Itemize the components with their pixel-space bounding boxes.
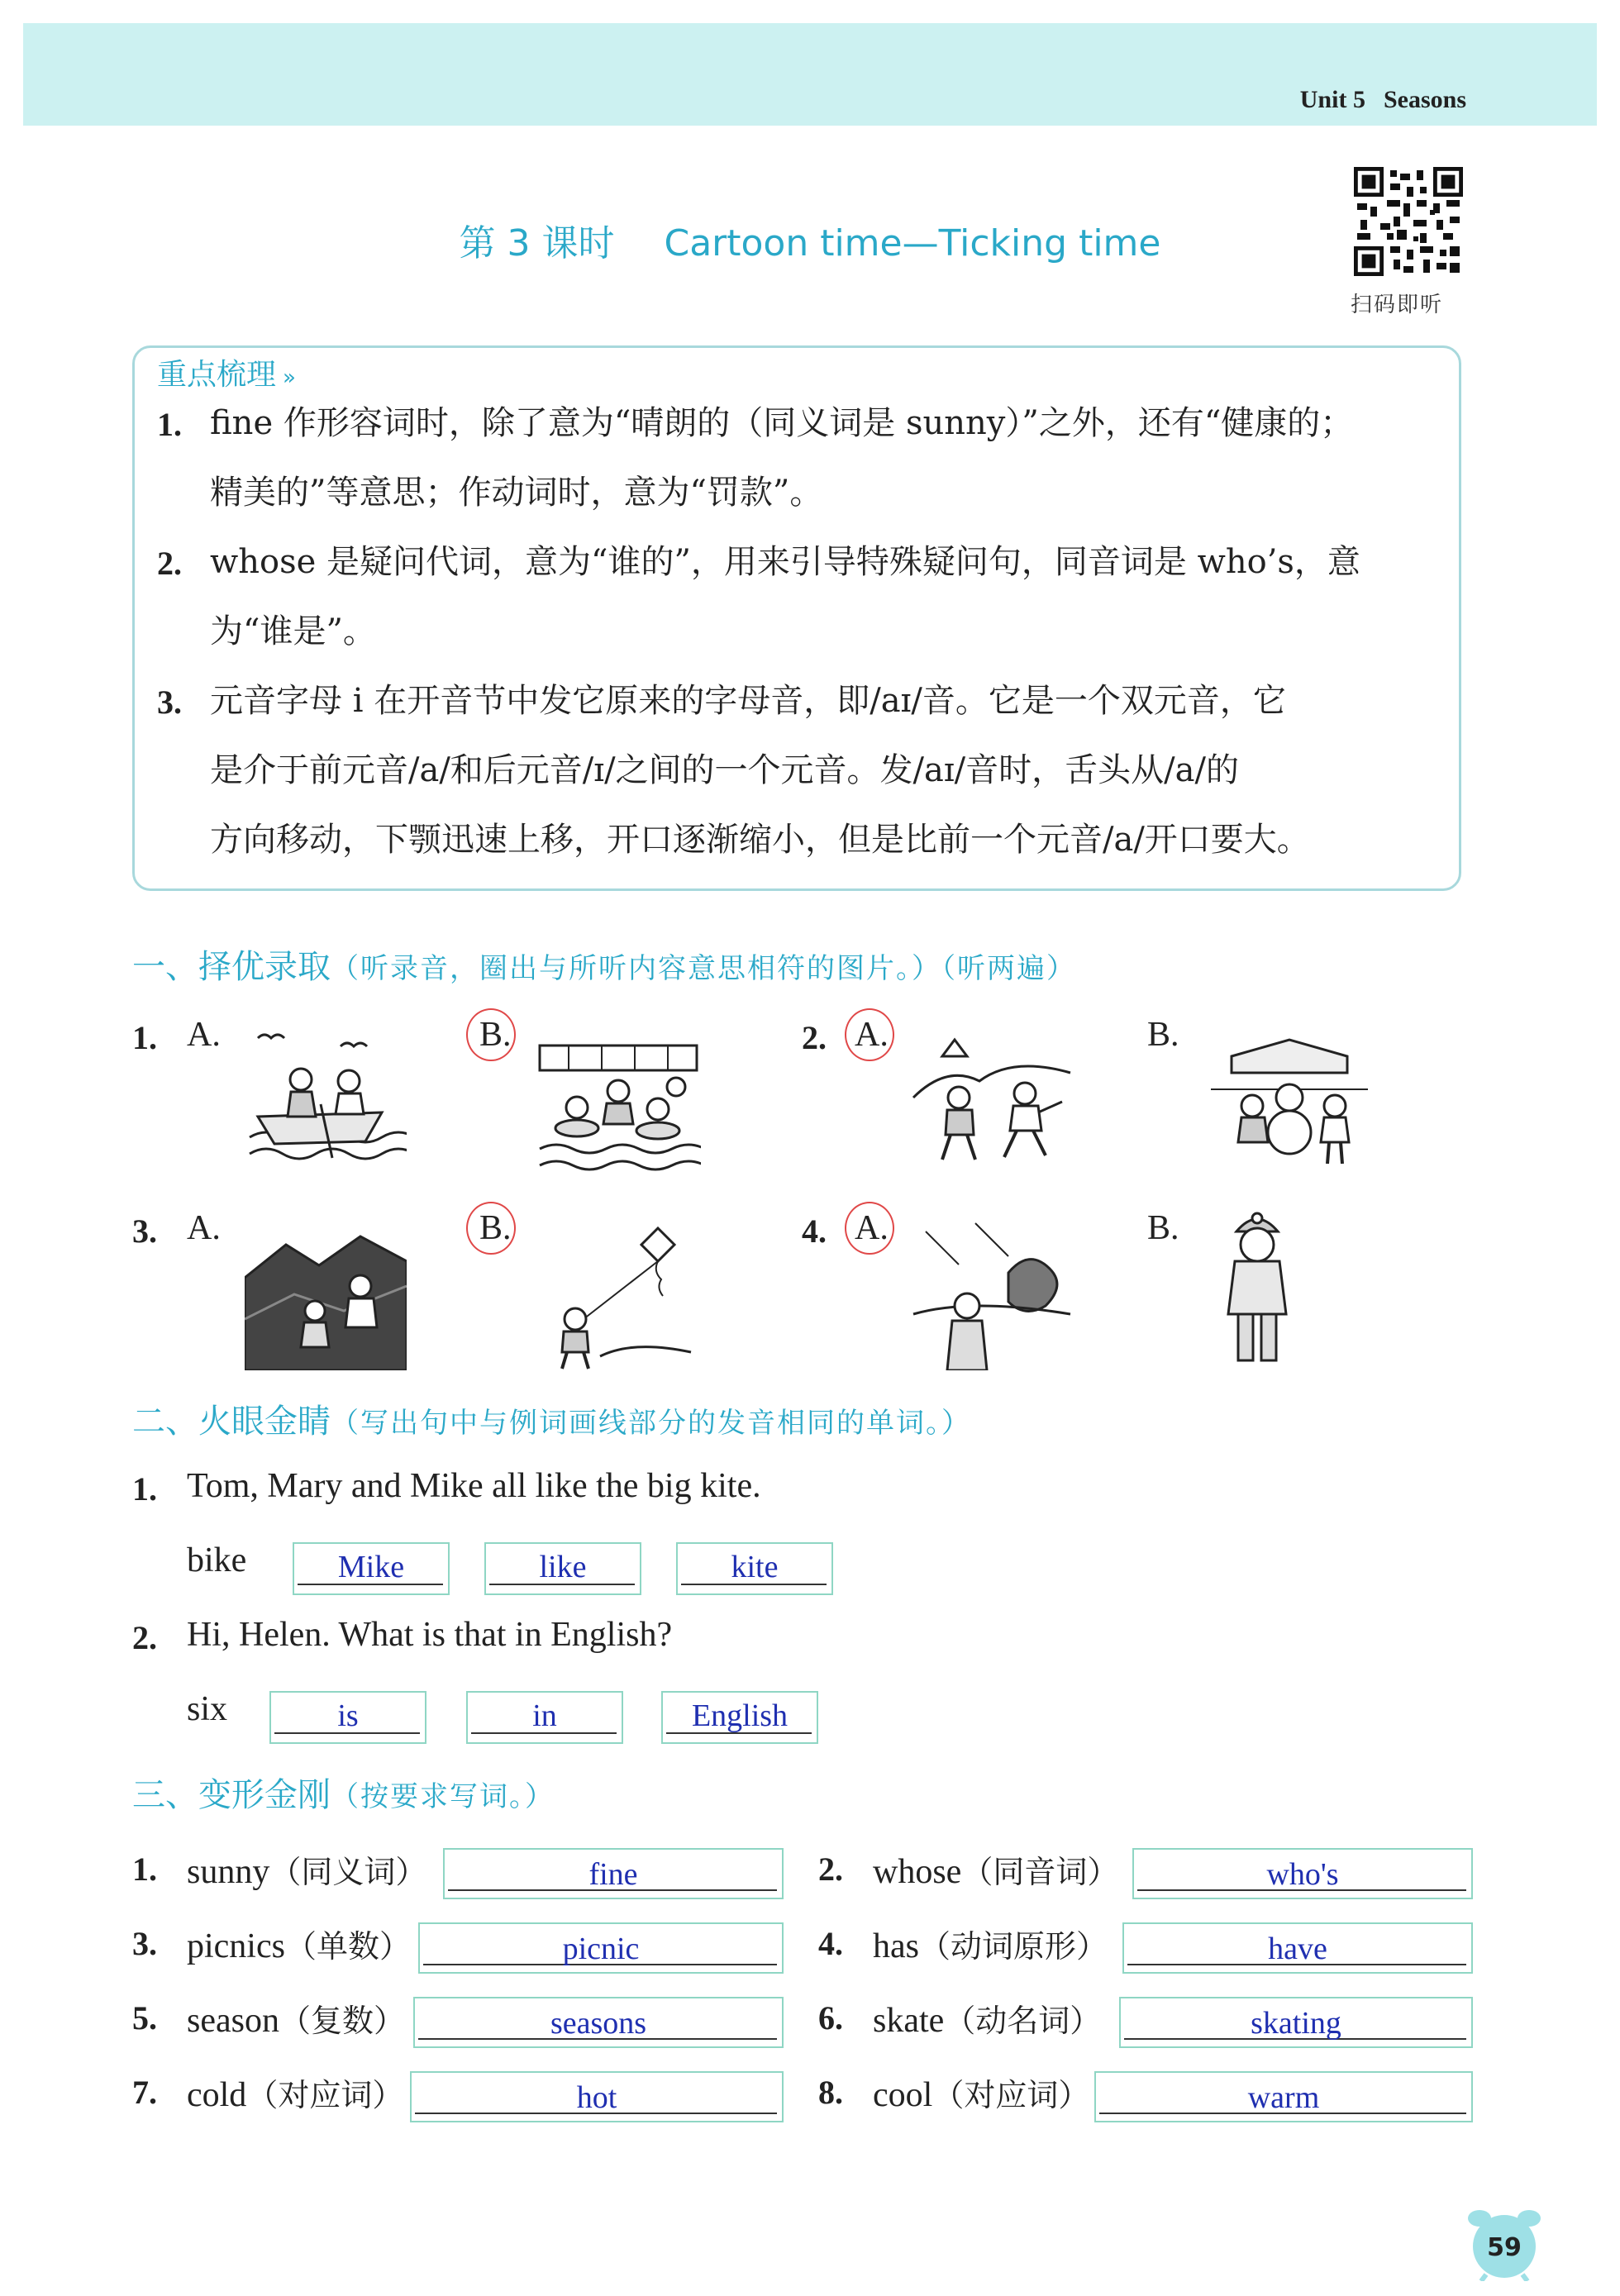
- qr-caption: 扫码即听: [1351, 293, 1444, 317]
- page-number-badge: [1461, 2205, 1547, 2281]
- transform-word-text: season: [187, 2002, 279, 2040]
- section1-instruction: （听录音，圈出与所听内容意思相符的图片。）（听两遍）: [331, 952, 1076, 985]
- transform-word-text: cool: [873, 2076, 933, 2114]
- section2-instruction: （写出句中与例词画线部分的发音相同的单词。）: [331, 1407, 971, 1440]
- transform-word: [873, 1921, 1108, 1966]
- answer-text: in: [532, 1698, 557, 1733]
- answer-circle: [466, 1008, 516, 1061]
- transform-word: [187, 1995, 405, 2041]
- question-number: 8.: [818, 2074, 843, 2111]
- question-number: 4.: [802, 1212, 827, 1250]
- winter-clothes-boy-picture[interactable]: [1212, 1207, 1303, 1372]
- answer-text: fine: [588, 1857, 638, 1892]
- option-a-label[interactable]: A.: [855, 1016, 889, 1054]
- key-point-line: whose 是疑问代词，意为“谁的”，用来引导特殊疑问句，同音词是 who’s，意: [210, 543, 1360, 581]
- answer-text: seasons: [550, 2006, 647, 2041]
- page-number: 59: [1487, 2233, 1522, 2262]
- answer-text: who's: [1266, 1857, 1339, 1892]
- unit-label: [1300, 86, 1466, 114]
- question-number: 7.: [132, 2074, 157, 2111]
- windy-day-picture[interactable]: [909, 1215, 1074, 1370]
- transform-word-text: sunny: [187, 1853, 270, 1891]
- unit-title: Seasons: [1383, 86, 1466, 113]
- question-number: 1.: [132, 1851, 157, 1888]
- transform-word: [873, 2070, 1089, 2115]
- hiking-picture[interactable]: [245, 1228, 407, 1370]
- question-number: 1.: [132, 1470, 157, 1508]
- swimming-pool-picture[interactable]: [536, 1041, 701, 1174]
- transform-word-text: skate: [873, 2002, 945, 2040]
- section3-title: 三、变形金刚: [132, 1776, 331, 1814]
- transform-requirement: （复数）: [279, 2003, 405, 2039]
- key-point-line: 精美的”等意思；作动词时，意为“罚款”。: [210, 474, 823, 512]
- option-a-label[interactable]: A.: [187, 1209, 221, 1247]
- question-number: 2.: [802, 1019, 827, 1056]
- option-b-label[interactable]: B.: [1147, 1016, 1179, 1054]
- key-point-line: fine 作形容词时，除了意为“晴朗的（同义词是 sunny）”之外，还有“健康的；: [210, 404, 1354, 442]
- example-word: six: [187, 1690, 228, 1728]
- qr-code-icon[interactable]: [1354, 167, 1463, 276]
- transform-word-text: has: [873, 1927, 919, 1965]
- key-point-number: 1.: [157, 406, 182, 443]
- transform-requirement: （同义词）: [269, 1854, 427, 1890]
- transform-requirement: （对应词）: [246, 2077, 404, 2113]
- transform-word-text: whose: [873, 1853, 962, 1891]
- question-number: 4.: [818, 1925, 843, 1962]
- transform-requirement: （动名词）: [944, 2003, 1102, 2039]
- question-number: 3.: [132, 1212, 157, 1250]
- option-a-label[interactable]: A.: [855, 1209, 889, 1247]
- key-point-number: 2.: [157, 545, 182, 582]
- transform-requirement: （动词原形）: [919, 1928, 1108, 1965]
- answer-circle: [845, 1008, 894, 1061]
- question-number: 5.: [132, 1999, 157, 2036]
- answer-text: skating: [1251, 2006, 1341, 2041]
- option-a-label[interactable]: A.: [187, 1016, 221, 1054]
- section1-heading: [132, 941, 1076, 988]
- answer-text: like: [539, 1550, 587, 1584]
- key-point-line: 方向移动，下颚迅速上移，开口逐渐缩小，但是比前一个元音/a/开口要大。: [210, 821, 1310, 859]
- transform-word: [187, 1846, 426, 1892]
- transform-requirement: （单数）: [284, 1928, 411, 1965]
- answer-text: Mike: [337, 1550, 405, 1584]
- key-point-line: 元音字母 i 在开音节中发它原来的字母音，即/aɪ/音。它是一个双元音，它: [210, 682, 1286, 720]
- key-points-title-text: 重点梳理: [157, 358, 277, 392]
- transform-word-text: cold: [187, 2076, 247, 2114]
- transform-word: [873, 1846, 1118, 1892]
- option-b-label[interactable]: B.: [479, 1016, 512, 1054]
- question-number: 2.: [132, 1619, 157, 1656]
- question-number: 2.: [818, 1851, 843, 1888]
- key-point-line: 为“谁是”。: [210, 612, 376, 650]
- transform-requirement: （同音词）: [961, 1854, 1119, 1890]
- option-b-label[interactable]: B.: [1147, 1209, 1179, 1247]
- answer-circle: [466, 1202, 516, 1255]
- sentence: Hi, Helen. What is that in English?: [187, 1616, 673, 1654]
- option-b-label[interactable]: B.: [479, 1209, 512, 1247]
- sentence: Tom, Mary and Mike all like the big kite.: [187, 1467, 761, 1505]
- section1-title: 一、择优录取: [132, 948, 331, 986]
- flying-kite-picture[interactable]: [534, 1220, 696, 1370]
- boat-picture[interactable]: [241, 1030, 407, 1170]
- answer-text: picnic: [562, 1932, 640, 1966]
- answer-text: is: [337, 1698, 359, 1733]
- key-point-line: 是介于前元音/a/和后元音/ɪ/之间的一个元音。发/aɪ/音时，舌头从/a/的: [210, 751, 1239, 789]
- transform-word-text: picnics: [187, 1927, 285, 1965]
- transform-word: [187, 1921, 411, 1966]
- lesson-name: Cartoon time—Ticking time: [664, 222, 1161, 264]
- answer-circle: [845, 1202, 894, 1255]
- section3-instruction: （按要求写词。）: [331, 1780, 555, 1813]
- section2-heading: [132, 1395, 971, 1442]
- answer-text: warm: [1247, 2080, 1320, 2115]
- lesson-number: 第 3 课时: [459, 222, 615, 264]
- running-kids-snow-picture[interactable]: [909, 1031, 1074, 1172]
- answer-text: English: [691, 1698, 789, 1733]
- question-number: 1.: [132, 1019, 157, 1056]
- transform-requirement: （对应词）: [932, 2077, 1090, 2113]
- question-number: 6.: [818, 1999, 843, 2036]
- transform-word: [187, 2070, 403, 2115]
- question-number: 3.: [132, 1925, 157, 1962]
- key-point-number: 3.: [157, 684, 182, 721]
- answer-text: have: [1268, 1932, 1327, 1966]
- answer-text: kite: [731, 1550, 779, 1584]
- snowman-picture[interactable]: [1207, 1031, 1372, 1172]
- section3-heading: [132, 1769, 555, 1816]
- transform-word: [873, 1995, 1101, 2041]
- example-word: bike: [187, 1541, 247, 1579]
- unit-number: Unit 5: [1299, 86, 1365, 113]
- answer-text: hot: [576, 2080, 617, 2115]
- key-points-title: [157, 351, 296, 393]
- section2-title: 二、火眼金睛: [132, 1403, 331, 1441]
- double-chevron-icon: »: [283, 365, 296, 390]
